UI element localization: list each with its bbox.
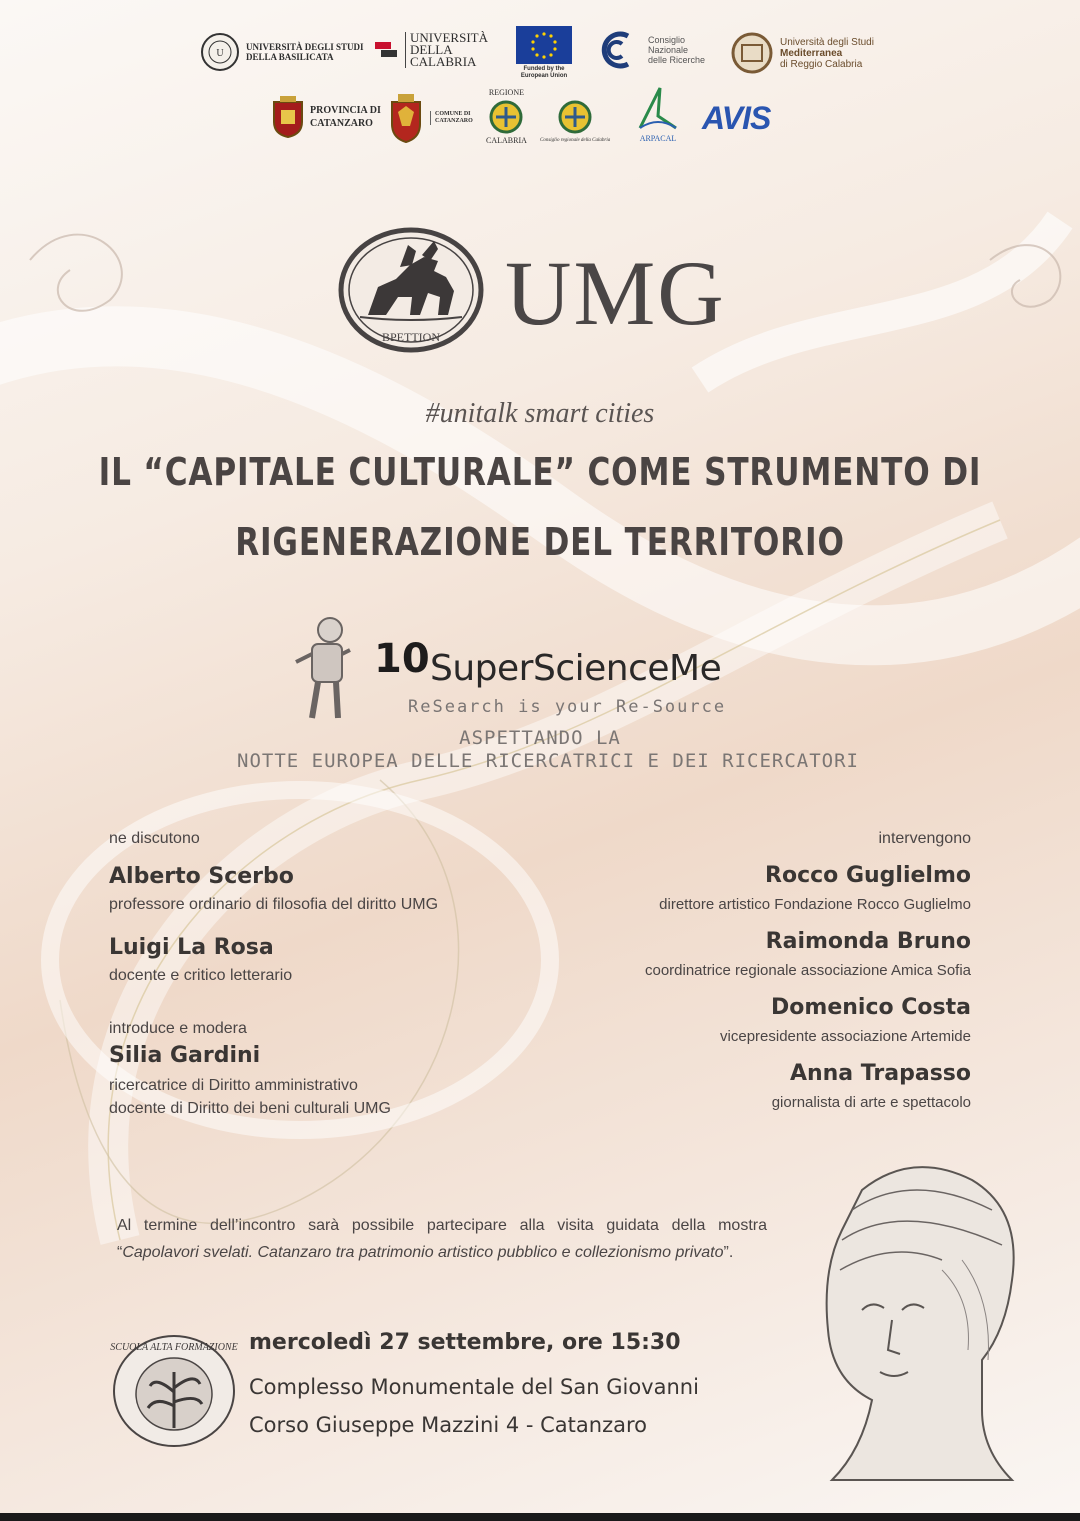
- moderator-desc-1: ricercatrice di Diritto amministrativo: [109, 1077, 358, 1094]
- speaker-name: Raimonda Bruno: [765, 929, 971, 954]
- logo-text-line: CALABRIA: [486, 136, 527, 145]
- umg-seal-text: BPETTION: [382, 330, 440, 344]
- guided-visit-note: [117, 1212, 767, 1266]
- umg-seal-icon: [338, 227, 484, 353]
- event-hashtag: #unitalk smart cities: [425, 398, 655, 429]
- logo-text-line: CATANZARO: [310, 118, 373, 129]
- logo-consiglio-regionale: [540, 100, 610, 144]
- speakers-label: intervengono: [878, 830, 971, 847]
- seal-icon: [200, 32, 240, 72]
- consiglio-crest-icon: [558, 100, 592, 134]
- speaker-desc: docente e critico letterario: [109, 967, 293, 984]
- event-title-line-2: RIGENERAZIONE DEL TERRITORIO: [235, 520, 845, 564]
- cnr-mark-icon: [598, 30, 642, 70]
- logo-text-line: CALABRIA: [410, 54, 477, 69]
- astronaut-icon: [292, 614, 352, 722]
- mediterranea-seal-icon: [730, 32, 774, 74]
- umg-wordmark: UMG: [505, 242, 726, 344]
- logo-arpacal: [636, 86, 680, 144]
- moderator-desc-2: docente di Diritto dei beni culturali UMG: [109, 1100, 391, 1117]
- exhibit-title: Capolavori svelati. Catanzaro tra patrimonio artistico pubblico e collezionismo privato: [122, 1244, 724, 1261]
- school-seal-text: SCUOLA ALTA FORMAZIONE: [110, 1342, 238, 1353]
- waiting-line-2: NOTTE EUROPEA DELLE RICERCATRICI E DEI RICERCATORI: [237, 750, 859, 772]
- logo-text-line: Mediterranea: [780, 47, 843, 59]
- moderator-name: Silia Gardini: [109, 1043, 261, 1068]
- discuss-label: ne discutono: [109, 830, 200, 847]
- svg-text:U: U: [216, 48, 224, 59]
- avis-logo: AVIS: [702, 100, 771, 136]
- speaker-name: Luigi La Rosa: [109, 935, 274, 960]
- logo-text-line: di Reggio Calabria: [780, 58, 863, 70]
- moderator-label: introduce e modera: [109, 1020, 247, 1037]
- speaker-desc: direttore artistico Fondazione Rocco Guglielmo: [659, 896, 971, 913]
- ssm-number: 10: [374, 636, 430, 682]
- logo-regione-calabria: [486, 88, 527, 146]
- logo-provincia-catanzaro: [272, 96, 381, 138]
- arpacal-mountain-icon: [636, 86, 680, 132]
- school-seal-icon: [110, 1332, 238, 1450]
- logo-text-line: COMUNE DI: [435, 111, 471, 117]
- waiting-line-1: ASPETTANDO LA: [459, 727, 621, 749]
- event-address: Corso Giuseppe Mazzini 4 - Catanzaro: [249, 1413, 647, 1437]
- calabria-mark-icon: [375, 39, 399, 61]
- note-prefix: Al termine dell’incontro sarà possibile partecipare alla visita guidata della mostra “: [117, 1217, 767, 1261]
- note-suffix: ”.: [723, 1244, 734, 1261]
- speaker-desc: professore ordinario di filosofia del diritto UMG: [109, 896, 439, 913]
- comune-crest-icon: [388, 92, 424, 144]
- logo-universita-calabria: [375, 32, 488, 68]
- ssm-wordmark: SuperScienceMe: [430, 648, 722, 689]
- event-venue: Complesso Monumentale del San Giovanni: [249, 1375, 699, 1399]
- classical-statue-illustration: [792, 1150, 1032, 1490]
- logo-text-line: delle Ricerche: [648, 55, 706, 65]
- logo-cnr: [598, 30, 705, 70]
- speaker-desc: giornalista di arte e spettacolo: [771, 1094, 971, 1111]
- provincia-crest-icon: [272, 96, 304, 138]
- ssm-tagline: ReSearch is your Re-Source: [408, 697, 727, 717]
- speaker-desc: coordinatrice regionale associazione Amica Sofia: [644, 962, 971, 979]
- logo-european-union: [514, 26, 574, 80]
- event-date: mercoledì 27 settembre, ore 15:30: [249, 1330, 681, 1355]
- speaker-name: Alberto Scerbo: [109, 864, 294, 889]
- logo-text-line: PROVINCIA DI: [310, 105, 381, 116]
- eu-flag-icon: [516, 26, 572, 64]
- logo-text-line: ARPACAL: [639, 134, 677, 143]
- logo-comune-catanzaro: [388, 92, 473, 144]
- logo-text-line: DELLA BASILICATA: [246, 52, 334, 62]
- speaker-desc: vicepresidente associazione Artemide: [720, 1028, 971, 1045]
- speaker-name: Anna Trapasso: [789, 1061, 971, 1086]
- logo-text-line: REGIONE: [488, 88, 524, 97]
- logo-text-line: Nazionale: [648, 45, 689, 55]
- regione-crest-icon: [489, 100, 523, 134]
- logo-text-line: Consiglio: [648, 35, 686, 45]
- logo-text-line: Università degli Studi: [780, 36, 874, 48]
- logo-universita-mediterranea: [730, 32, 874, 74]
- speaker-name: Domenico Costa: [771, 995, 971, 1020]
- logo-text-line: UNIVERSITÀ DEGLI STUDI: [246, 42, 364, 52]
- logo-universita-basilicata: [200, 32, 364, 72]
- logo-text-line: Consiglio regionale della Calabria: [540, 138, 611, 143]
- logo-text-line: DELLA: [410, 42, 453, 57]
- bottom-edge-bar: [0, 1513, 1080, 1521]
- logo-text-line: UNIVERSITÀ: [410, 30, 488, 45]
- event-title-line-1: IL “CAPITALE CULTURALE” COME STRUMENTO DI: [98, 450, 982, 494]
- logo-text-line: CATANZARO: [435, 118, 473, 124]
- speaker-name: Rocco Guglielmo: [765, 863, 971, 888]
- eu-caption: Funded by the European Union: [520, 66, 568, 79]
